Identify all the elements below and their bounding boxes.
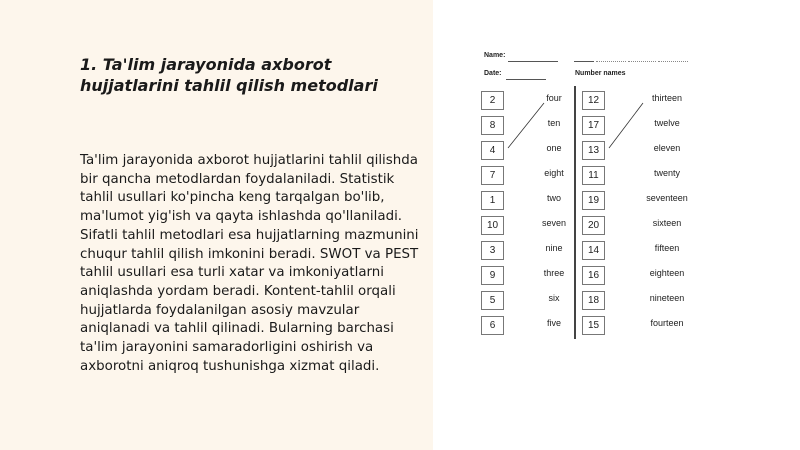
left-number-box: 5 [481,291,504,310]
right-word: twenty [653,168,680,178]
left-word: one [546,143,562,153]
right-word: fourteen [650,318,684,328]
right-word: eighteen [649,268,685,278]
right-number-box: 17 [582,116,605,135]
left-word: three [543,268,565,278]
left-number-box: 10 [481,216,504,235]
left-number-box: 9 [481,266,504,285]
right-word: eleven [653,143,681,153]
left-number-box: 3 [481,241,504,260]
left-word: ten [547,118,561,128]
left-word: two [546,193,561,203]
right-word: twelve [654,118,680,128]
right-number-box: 13 [582,141,605,160]
left-number-box: 1 [481,191,504,210]
right-number-box: 16 [582,266,605,285]
right-word: seventeen [646,193,688,203]
left-number-box: 6 [481,316,504,335]
right-number-box: 11 [582,166,605,185]
left-word: six [548,293,560,303]
right-number-box: 18 [582,291,605,310]
right-word: sixteen [652,218,682,228]
slide-title: 1. Ta'lim jarayonida axborot hujjatlarini tahlil qilish metodlari [80,55,378,95]
left-word: five [546,318,561,328]
right-number-box: 20 [582,216,605,235]
left-word: seven [541,218,567,228]
worksheet-date-label: Date: [484,70,502,77]
left-number-box: 4 [481,141,504,160]
left-number-box: 7 [481,166,504,185]
right-number-box: 14 [582,241,605,260]
right-number-box: 12 [582,91,605,110]
number-names-worksheet-image [478,50,710,350]
left-word: four [546,93,562,103]
right-number-box: 19 [582,191,605,210]
left-word: eight [544,168,564,178]
worksheet-name-label: Name: [484,52,506,59]
left-word: nine [545,243,563,253]
right-number-box: 15 [582,316,605,335]
right-word: fifteen [654,243,680,253]
slide-body-text: Ta'lim jarayonida axborot hujjatlarini tahlil qilishda bir qancha metodlardan foydalaniladi. Statistik tahlil usullari ko'pincha keng tarqalgan bo'lib, ma'lumot yig'ish va qayta ishlashda qo'llaniladi. Sifatli tahlil metodlari esa hujjatlarning mazmunini chuqur tahlil qilish imkonini beradi. SWOT va PEST tahlil usullari esa turli xatar va imkoniyatlarni aniqlashda yordam beradi. Kontent-tahlil orqali hujjatlarda foydalanilgan asosiy mavzular aniqlanadi va tahlil qilinadi. Bularning barchasi ta'lim jarayonini samaradorligini oshirish va axborotni aniqroq tushunishga xizmat qiladi. [80,153,419,374]
right-word: nineteen [649,293,685,303]
left-number-box: 8 [481,116,504,135]
left-number-box: 2 [481,91,504,110]
worksheet-heading: Number names [575,70,626,77]
right-word: thirteen [651,93,683,103]
